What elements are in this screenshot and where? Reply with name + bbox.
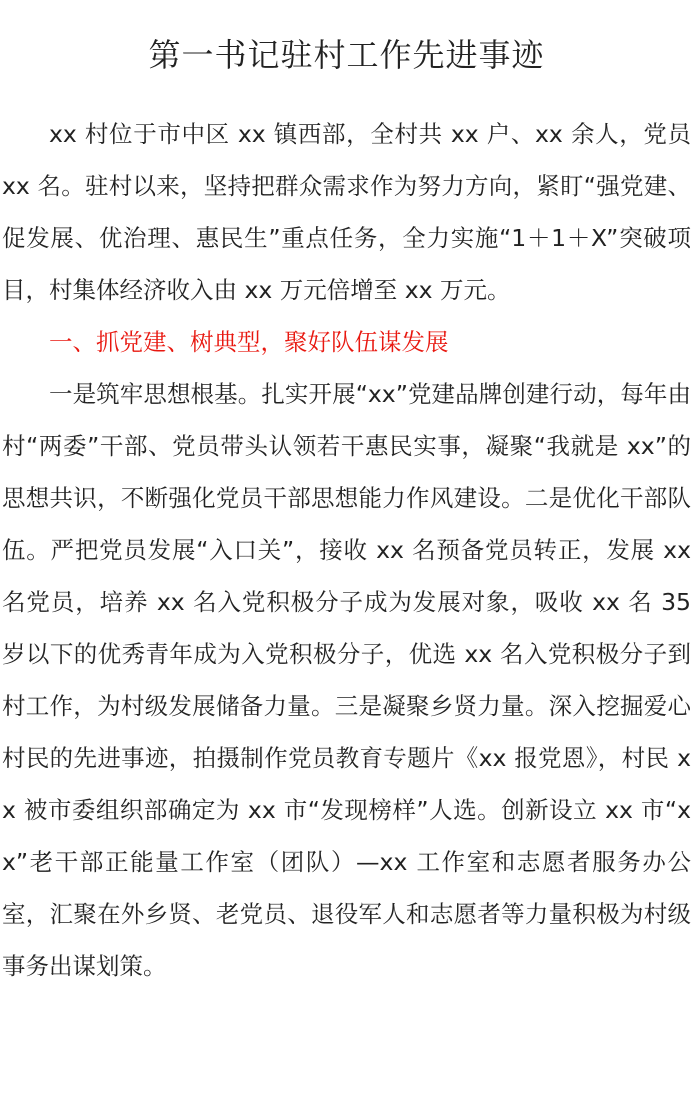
intro-paragraph: xx 村位于市中区 xx 镇西部，全村共 xx 户、xx 余人，党员 xx 名。驻村以来，坚持把群众需求作为努力方向，紧盯“强党建、促发展、优治理、惠民生”重点任务，全力实施“1＋1＋X”突破项目，村集体经济收入由 xx 万元倍增至 xx 万元。 [2,120,691,304]
section-paragraph: 一是筑牢思想根基。扎实开展“xx”党建品牌创建行动，每年由村“两委”干部、党员带头认领若干惠民实事，凝聚“我就是 xx”的思想共识，不断强化党员干部思想能力作风建设。二是优化干部队伍。严把党员发展“入口关”，接收 xx 名预备党员转正，发展 xx 名党员，培养 xx 名入党积极分子成为发展对象，吸收 xx 名 35 岁以下的优秀青年成为入党积极分子，优选 xx 名入党积极分子到村工作，为村级发展储备力量。三是凝聚乡贤力量。深入挖掘爱心村民的先进事迹，拍摄制作党员教育专题片《xx 报党恩》，村民 xx 被市委组织部确定为 xx 市“发现榜样”人选。创新设立 xx 市“xx”老干部正能量工作室（团队）—xx 工作室和志愿者服务办公室，汇聚在外乡贤、老党员、退役军人和志愿者等力量积极为村级事务出谋划策。 [2,380,691,980]
document-title: 第一书记驻村工作先进事迹 [148,36,545,74]
section-heading: 一、抓党建、树典型，聚好队伍谋发展 [49,328,449,356]
document-body [2,108,691,992]
